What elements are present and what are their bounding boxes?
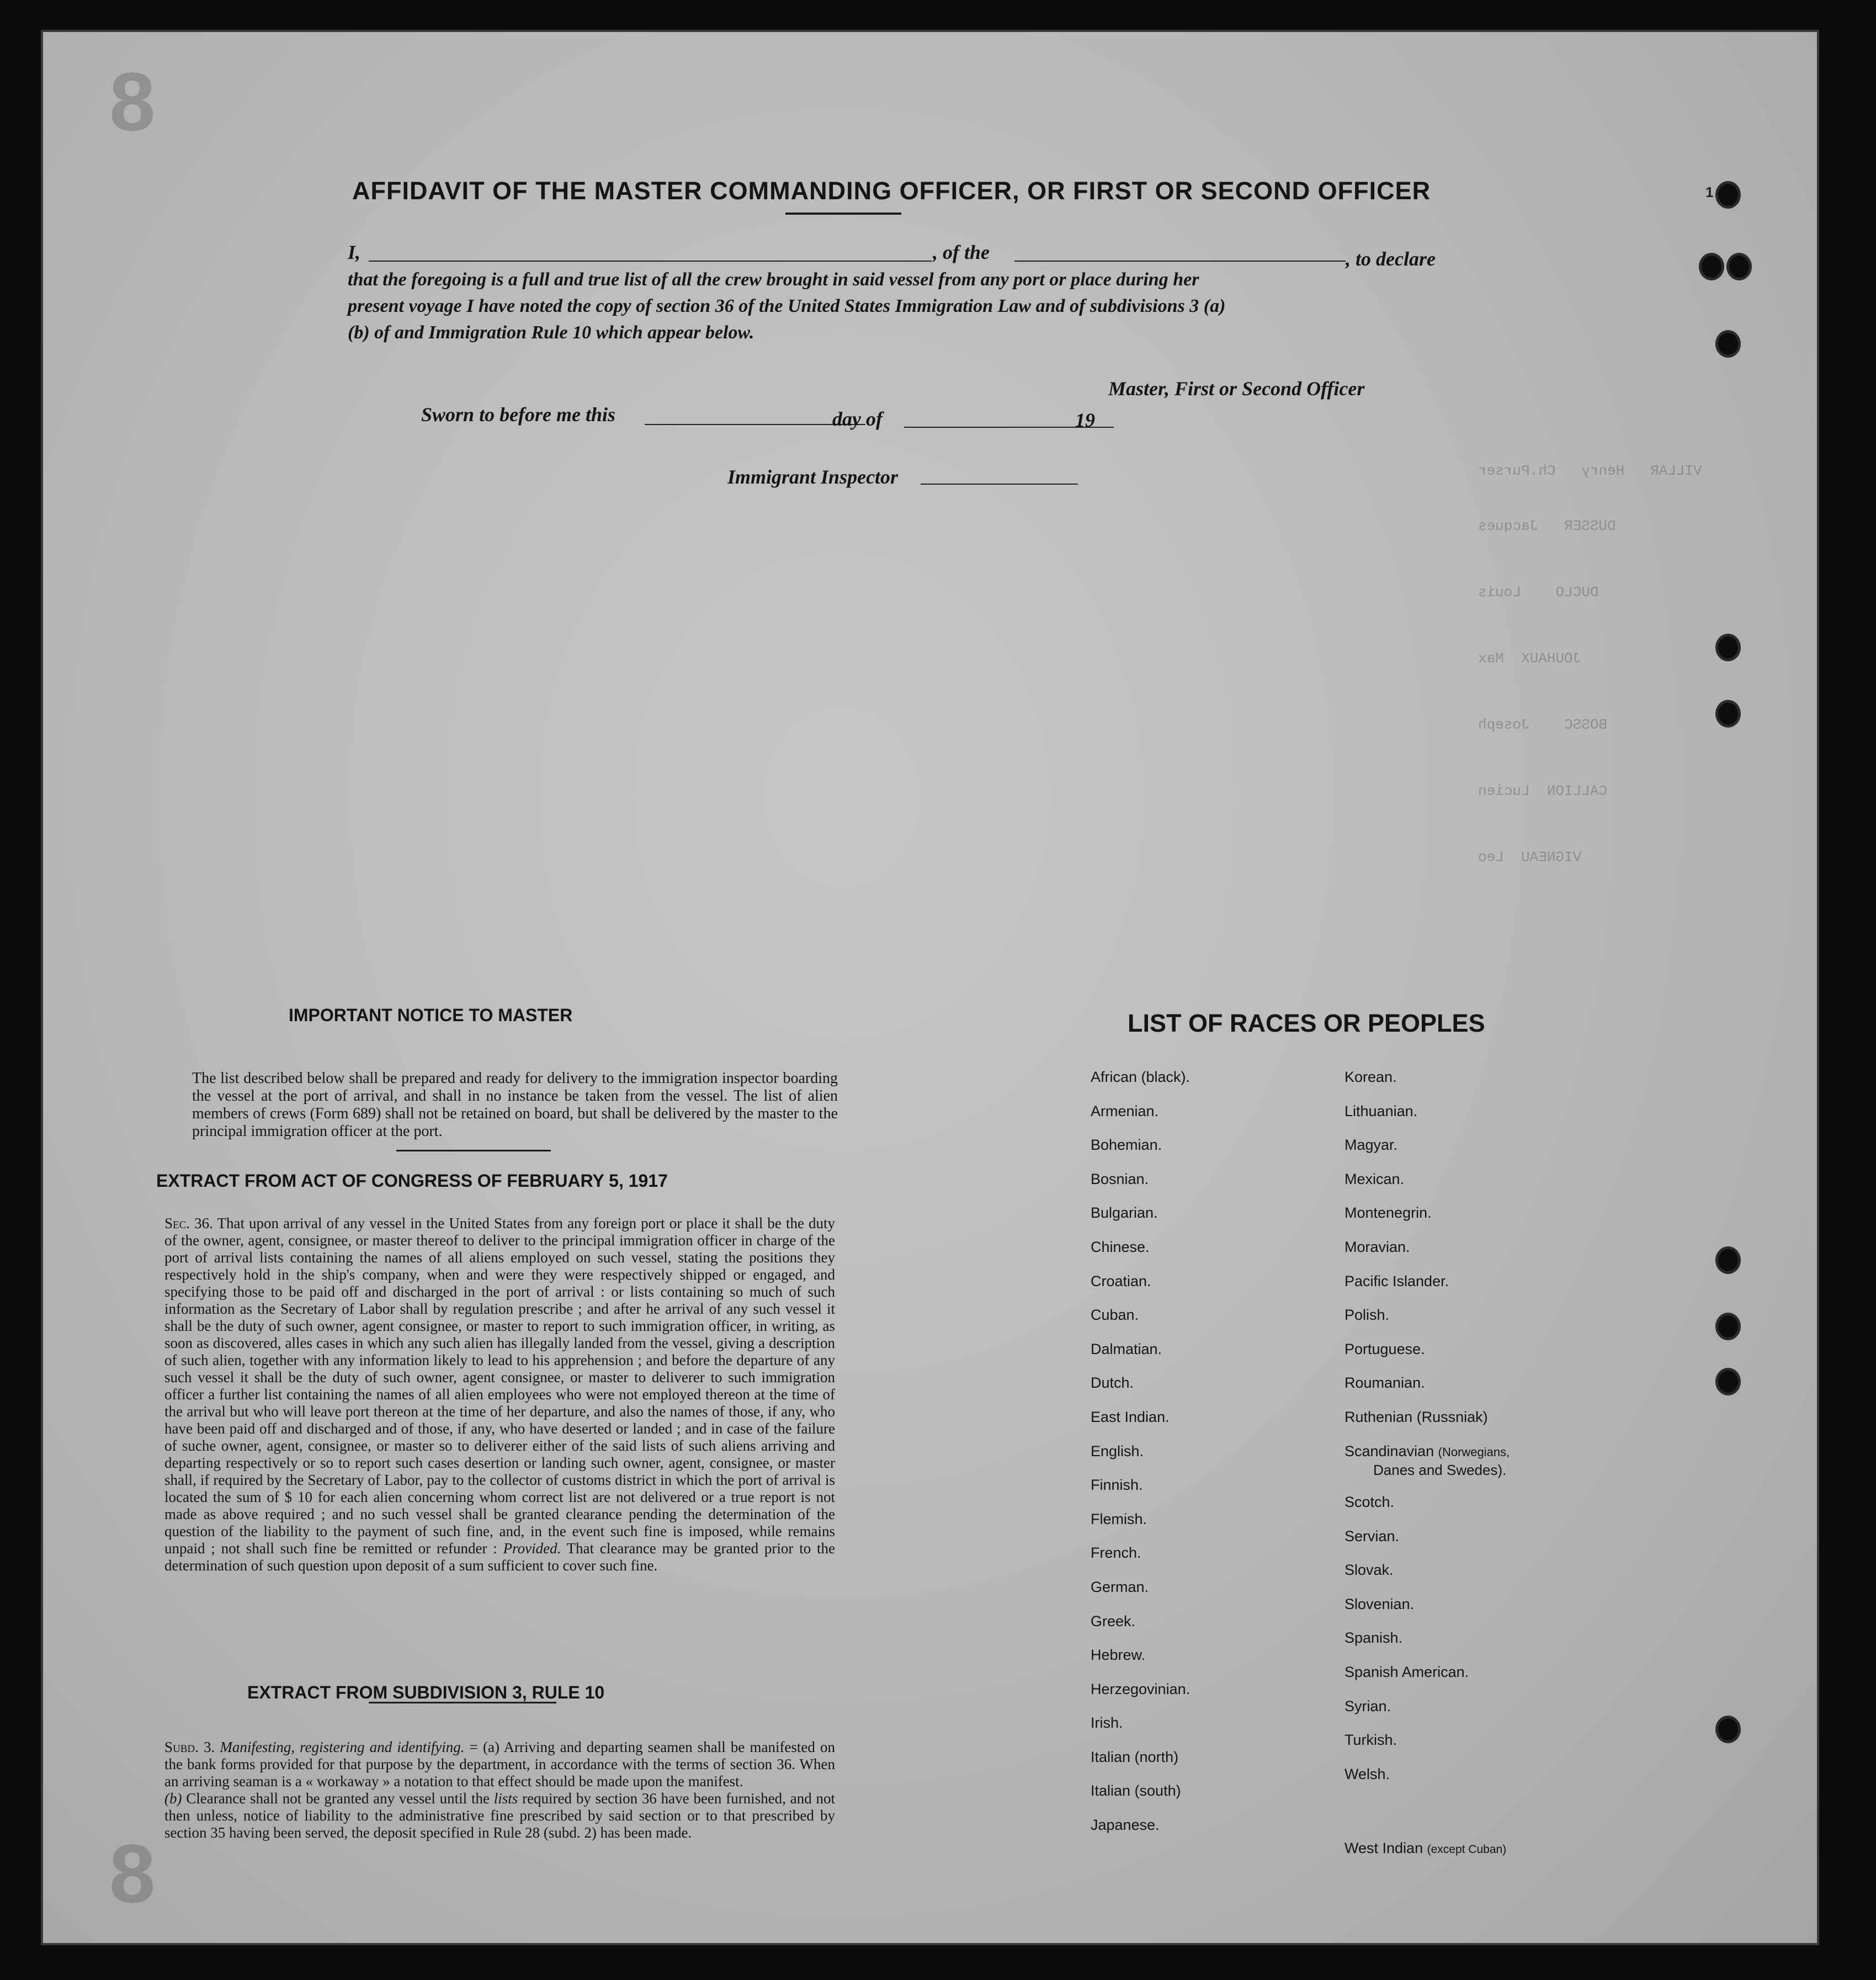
name-blank <box>369 261 932 262</box>
race-item: Korean. <box>1344 1069 1397 1085</box>
bleed-through-row: VIGNEAU Leo <box>1478 849 1582 866</box>
bleed-through-row: JOUHAUX Max <box>1478 650 1582 667</box>
race-item: Mexican. <box>1344 1170 1405 1187</box>
race-item: Welsh. <box>1344 1765 1390 1782</box>
race-item: African (black). <box>1091 1069 1191 1085</box>
race-item: Herzegovinian. <box>1091 1680 1191 1697</box>
act-body <box>164 1215 835 1574</box>
race-item: Greek. <box>1091 1612 1136 1629</box>
race-item: Irish. <box>1091 1714 1123 1732</box>
race-item: Montenegrin. <box>1344 1204 1432 1222</box>
corner-mark: 1 <box>1705 184 1714 200</box>
punch-hole <box>1715 1246 1741 1274</box>
race-item: Bohemian. <box>1091 1137 1162 1154</box>
race-item: Italian (north) <box>1091 1748 1179 1765</box>
rule10-b-label: (b) <box>164 1790 182 1807</box>
race-item: Servian. <box>1344 1527 1400 1544</box>
race-item: French. <box>1091 1544 1141 1562</box>
bleed-through-row: DUCLO Louis <box>1478 584 1599 601</box>
signature-label: Master, First or Second Officer <box>1108 378 1365 400</box>
race-item: Dutch. <box>1091 1374 1134 1392</box>
bleed-through-row: CALLION Lucien <box>1478 783 1608 799</box>
notice-body: The list described below shall be prepared and ready for delivery to the immigration inspector boarding the vessel at the port of arrival, and shall in no instance be taken from the vessel. The list of alien members of crews (Form 689) shall not be retained on board, but shall be delivered by the master to the principal immigration officer at the port. <box>192 1070 838 1140</box>
race-item: Polish. <box>1344 1307 1390 1324</box>
race-item: Japanese. <box>1091 1817 1160 1834</box>
rule10-heading: EXTRACT FROM SUBDIVISION 3, RULE 10 <box>247 1682 605 1702</box>
race-item: Magyar. <box>1344 1137 1398 1154</box>
race-item: Scotch. <box>1344 1494 1395 1510</box>
affidavit-line1-of: , of the <box>933 241 990 263</box>
race-west-indian-note: (except Cuban) <box>1427 1843 1507 1856</box>
race-item: Syrian. <box>1344 1697 1391 1714</box>
faded-margin-mark: 8 <box>109 1827 156 1920</box>
race-item: Croatian. <box>1091 1272 1151 1289</box>
notice-rule <box>396 1150 551 1151</box>
race-item: Italian (south) <box>1091 1782 1181 1799</box>
race-item: Bosnian. <box>1091 1170 1149 1187</box>
punch-hole <box>1715 330 1741 358</box>
race-item: German. <box>1091 1578 1149 1595</box>
races-heading: LIST OF RACES OR PEOPLES <box>1128 1009 1485 1037</box>
act-text-part1: That upon arrival of any vessel in the United States from any foreign port or place it shall be the duty of the owner, agent, consignee, or master thereof to deliver to the principal immigration officer in charge of the port of arrival lists containing the names of all aliens employed on such vessel, stating the positions they respectively hold in the ship's company, when and were they were respectively shipped or engaged, and specifying those to be paid off and discharged in the port of arrival : or lists containing so much of such information as the Secretary of Labor shall by regulation prescribe ; and after he arrival of any such vessel it shall be the duty of such owner, agent consignee, or master to report to such immigration officer, in writing, as soon as discovered, alles cases in which any such alien has illegally landed from the vessel, giving a description of such alien, together with any information likely to lead to his apprehension ; and before the departure of any such vessel it shall be the duty of such owner, agent consignee, or master to deliverer to such immigration officer a further list containing the names of all alien employees who were not employed thereon at the time of the arrival but who will leave port thereon at the time of her departure, and also the names of those, if any, who have been paid off and discharged and of those, if any, who have deserted or landed ; and in case of the failure of suche owner, agent, consignee, or master so to deliverer either of the said lists of such aliens arriving and departing respectively or so to report such cases desertion or landing such owner, agent, consignee, or master shall, if required by the Secretary of Labor, pay to the collector of customs district in which the port of arrival is located the sum of $ 10 for each alien concerning whom correct list are not delivered or a true report is not made as above required ; and no such vessel shall be granted clearance pending the determination of the question of the liability to the payment of such fine, and, in the event such fine is imposed, while remains unpaid ; not shall such fine be remitted or refunder : <box>164 1215 836 1557</box>
title-underline <box>785 213 901 215</box>
affidavit-line1-i: I, <box>348 241 361 263</box>
race-scandinavian-line2: Danes and Swedes). <box>1373 1462 1507 1478</box>
race-item: Ruthenian (Russniak) <box>1344 1408 1488 1425</box>
races-column-2 <box>1344 1069 1488 1443</box>
rule10-subd-label: Subd. 3. <box>164 1739 215 1755</box>
races-column-2b <box>1344 1494 1469 1799</box>
race-item: Moravian. <box>1344 1238 1410 1255</box>
inspector-blank <box>921 484 1078 485</box>
rule10-b-text2: required by section 36 have been furnished, and not then unless, notice of liability to the administrative fine prescribed by said section or to that prescribed by section 35 having been served, the deposit specified in Rule 28 (subd. 2) has been made. <box>164 1790 836 1841</box>
inspector-label: Immigrant Inspector <box>727 466 899 488</box>
rule10-body <box>164 1739 835 1841</box>
race-item: English. <box>1091 1442 1144 1459</box>
bleed-through-row: DUSSER Jacques <box>1478 518 1616 534</box>
race-item: Dalmatian. <box>1091 1340 1162 1357</box>
race-item: East Indian. <box>1091 1408 1170 1425</box>
bleed-through-row: BOSSC Joseph <box>1478 716 1608 733</box>
race-item: Chinese. <box>1091 1238 1150 1255</box>
punch-hole <box>1715 1368 1741 1395</box>
race-item: Spanish American. <box>1344 1663 1469 1680</box>
races-column-1 <box>1091 1069 1190 1851</box>
race-scandinavian <box>1344 1443 1510 1460</box>
affidavit-title: AFFIDAVIT OF THE MASTER COMMANDING OFFICER, OR FIRST OR SECOND OFFICER <box>352 177 1431 205</box>
punch-hole <box>1726 253 1752 280</box>
race-item: Finnish. <box>1091 1477 1143 1494</box>
race-item: Turkish. <box>1344 1732 1397 1749</box>
punch-hole <box>1715 634 1741 661</box>
race-item: Portuguese. <box>1344 1340 1425 1357</box>
document-page <box>43 32 1817 1943</box>
race-item: Slovak. <box>1344 1562 1394 1579</box>
sworn-label: Sworn to before me this <box>421 404 616 426</box>
bleed-through-row: VILLAR Henry Ch.Purser <box>1478 463 1702 479</box>
act-text-part2: That clearance may be granted prior to the determination of such question upon deposit of a sum sufficient to cover such fine. <box>164 1540 835 1574</box>
punch-hole <box>1715 1313 1741 1340</box>
vessel-blank <box>1014 261 1346 262</box>
punch-hole <box>1699 253 1724 280</box>
notice-heading: IMPORTANT NOTICE TO MASTER <box>289 1005 573 1025</box>
race-west-indian <box>1344 1840 1506 1857</box>
rule10-b-text1: Clearance shall not be granted any vessel until the <box>186 1790 490 1807</box>
race-item: Slovenian. <box>1344 1595 1415 1612</box>
year-prefix: 19 <box>1075 409 1095 431</box>
punch-hole <box>1715 181 1741 209</box>
faded-margin-mark: 8 <box>109 55 156 148</box>
race-item: Cuban. <box>1091 1307 1139 1324</box>
race-scandinavian-note: (Norwegians, <box>1438 1445 1510 1459</box>
race-item: Bulgarian. <box>1091 1204 1158 1222</box>
race-item: Armenian. <box>1091 1102 1159 1119</box>
rule10-b-lists: lists <box>493 1790 518 1807</box>
act-provided: Provided. <box>503 1540 561 1557</box>
race-item: Roumanian. <box>1344 1374 1425 1392</box>
race-west-indian-label: West Indian <box>1344 1840 1423 1856</box>
race-item: Hebrew. <box>1091 1647 1146 1664</box>
race-scandinavian-label: Scandinavian <box>1344 1443 1434 1459</box>
race-item: Flemish. <box>1091 1510 1147 1527</box>
affidavit-line4: (b) of and Immigration Rule 10 which appear below. <box>348 322 754 343</box>
day-of-label: day of <box>832 408 883 430</box>
act-heading: EXTRACT FROM ACT OF CONGRESS OF FEBRUARY 5, 1917 <box>156 1171 668 1191</box>
act-section-label: Sec. 36. <box>164 1215 213 1231</box>
race-item: Spanish. <box>1344 1629 1403 1647</box>
affidavit-line3: present voyage I have noted the copy of section 36 of the United States Immigration Law and of subdivisions 3 (a) <box>348 296 1226 316</box>
affidavit-line1-declare: , to declare <box>1346 248 1436 270</box>
punch-hole <box>1715 700 1741 728</box>
punch-hole <box>1715 1716 1741 1743</box>
affidavit-line2: that the foregoing is a full and true list of all the crew brought in said vessel from any port or place during her <box>348 269 1199 290</box>
race-item: Lithuanian. <box>1344 1102 1418 1119</box>
race-item: Pacific Islander. <box>1344 1272 1449 1289</box>
rule10-subd-title: Manifesting, registering and identifying. <box>220 1739 465 1755</box>
rule10-a-text: = (a) Arriving and departing seamen shall be manifested on the bank forms provided for that purpose by the department, in accordance with the terms of section 36. When an arriving seaman is a « workaway » a notation to that effect should be made upon the manifest. <box>164 1739 835 1790</box>
